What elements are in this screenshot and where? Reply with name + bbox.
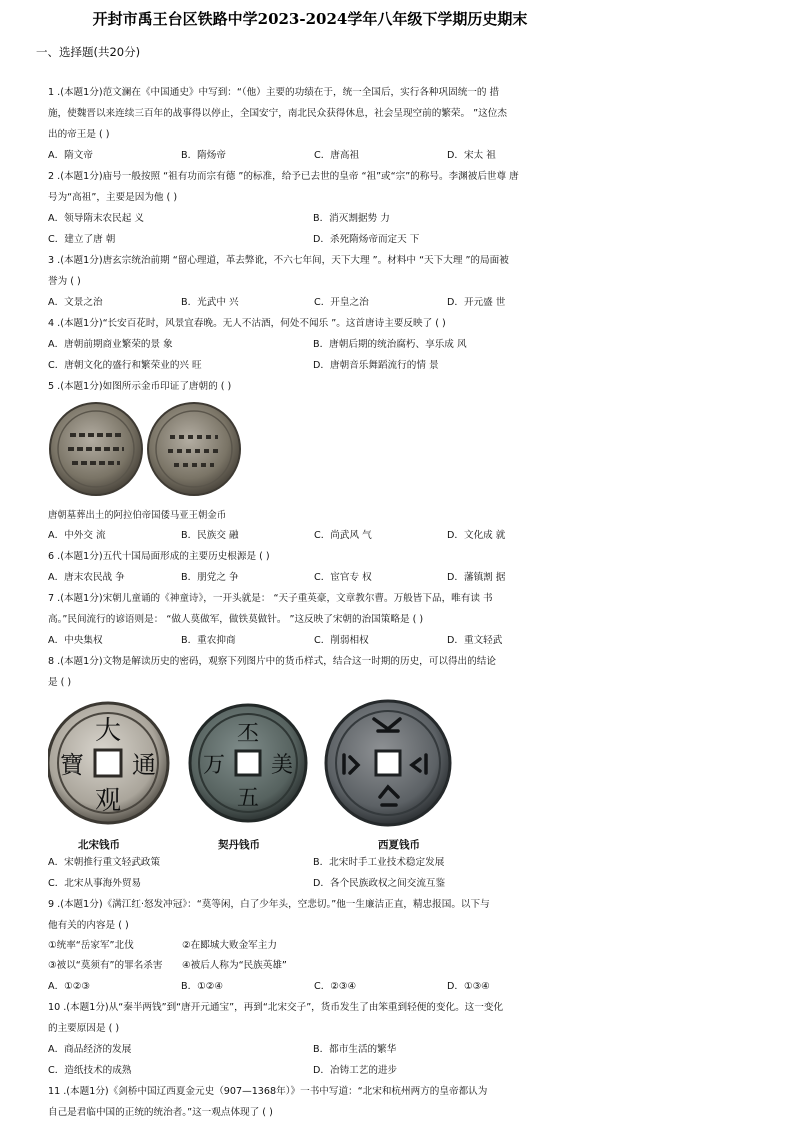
- section-heading: 一、选择题(共20分): [36, 45, 141, 59]
- option-b: B．北宋时手工业技术稳定发展: [313, 857, 445, 868]
- option-d: D．宋太 祖: [447, 150, 496, 161]
- coin-character: 观: [94, 786, 122, 816]
- option-b: B．重农抑商: [181, 635, 236, 646]
- coin-character: 通: [132, 751, 156, 779]
- question-text: 是 ( ): [48, 677, 72, 688]
- coin-character: 丕: [236, 722, 260, 747]
- option-a: A．宋朝推行重文轻武政策: [48, 857, 161, 868]
- question-text: 10 .(本题1分)从“秦半两钱”到“唐开元通宝”，再到“北宋交子”，货币发生了由笨重到轻便的变化。这一变化: [48, 1002, 504, 1013]
- question-3: [48, 250, 588, 313]
- coin-label: 北宋钱币: [78, 839, 120, 851]
- option-d: D．唐朝音乐舞蹈流行的情 景: [313, 360, 439, 371]
- option-a: A．领导隋末农民起 义: [48, 213, 144, 224]
- question-text: 出的帝王是 ( ): [48, 129, 110, 140]
- question-list: [48, 82, 588, 1123]
- coin-character: 大: [94, 716, 122, 746]
- question-text: 7 .(本题1分)宋朝儿童诵的《神童诗》，一开头就是： “天子重英豪，文章教尔曹。万般皆下品，唯有读 书: [48, 593, 493, 604]
- statement-3: ③被以“莫须有”的罪名杀害: [48, 960, 163, 971]
- question-text: 5 .(本题1分)如图所示金币印证了唐朝的 ( ): [48, 381, 232, 392]
- option-c: C．唐高祖: [314, 150, 360, 161]
- question-text: 6 .(本题1分)五代十国局面形成的主要历史根源是 ( ): [48, 551, 270, 562]
- western-xia-coin-icon: [326, 701, 450, 825]
- question-text: 3 .(本题1分)唐玄宗统治前期 “留心理道，革去弊讹，不六七年间，天下大理 ”。材料中 “天下大理 ”的局面被: [48, 255, 509, 266]
- option-a: A．唐末农民战 争: [48, 572, 125, 583]
- page-title: 开封市禹王台区铁路中学2023-2024学年八年级下学期历史期末: [92, 10, 528, 28]
- question-9: [48, 894, 588, 997]
- question-text: 誉为 ( ): [48, 276, 81, 287]
- coin-character: 万: [202, 753, 226, 778]
- question-text: 他有关的内容是 ( ): [48, 920, 129, 931]
- coin-obverse-icon: [50, 403, 142, 495]
- option-b: B．光武中 兴: [181, 297, 239, 308]
- option-a: A．中外交 流: [48, 530, 106, 541]
- option-d: D．文化成 就: [447, 530, 506, 541]
- question-text: 的主要原因是 ( ): [48, 1023, 120, 1034]
- question-text: 1 .(本题1分)范文澜在《中国通史》中写到：“（他）主要的功绩在于，统一全国后，实行各种巩固统一的 措: [48, 87, 500, 98]
- option-d: D．杀死隋炀帝而定天 下: [313, 234, 420, 245]
- option-c: C．唐朝文化的盛行和繁荣业的兴 旺: [48, 360, 202, 371]
- question-11: [48, 1081, 588, 1123]
- coin-character: 五: [236, 786, 260, 811]
- statement-1: ①统率“岳家军”北伐: [48, 940, 134, 951]
- option-b: B．①②④: [181, 981, 223, 992]
- option-c: C．开皇之治: [314, 297, 369, 308]
- option-c: C．建立了唐 朝: [48, 234, 116, 245]
- option-a: A．中央集权: [48, 635, 103, 646]
- option-a: A．商品经济的发展: [48, 1044, 132, 1055]
- question-text: 高。”民间流行的谚语则是： “做人莫做军，做铁莫做针。 ”这反映了宋朝的治国策略是 ( ): [48, 614, 424, 625]
- option-b: B．隋炀帝: [181, 150, 226, 161]
- option-d: D．重文轻武: [447, 635, 503, 646]
- option-a: A．唐朝前期商业繁荣的景 象: [48, 339, 173, 350]
- option-d: D．藩镇割 据: [447, 572, 506, 583]
- statement-2: ②在郾城大败金军主力: [182, 940, 277, 951]
- question-text: 4 .(本题1分)“长安百花时，风景宜春晚。无人不沽酒，何处不闻乐 ”。这首唐诗主要反映了 ( ): [48, 318, 446, 329]
- question-text: 11 .(本题1分)《剑桥中国辽西夏金元史（907—1368年）》一书中写道：“北宋和杭州两方的皇帝都认为: [48, 1086, 488, 1097]
- coin-character: 寶: [60, 751, 84, 779]
- coins-image: [48, 697, 588, 852]
- question-2: [48, 166, 588, 250]
- option-a: A．文景之治: [48, 297, 103, 308]
- option-c: C．尚武风 气: [314, 530, 372, 541]
- option-c: C．北宋从事海外贸易: [48, 878, 142, 889]
- question-4: [48, 313, 588, 376]
- option-c: C．造纸技术的成熟: [48, 1065, 132, 1076]
- question-text: 8 .(本题1分)文物是解读历史的密码，观察下列图片中的货币样式，结合这一时期的历史，可以得出的结论: [48, 656, 496, 667]
- option-d: D．开元盛 世: [447, 297, 506, 308]
- khitan-coin-icon: [190, 705, 306, 821]
- option-b: B．民族交 融: [181, 530, 239, 541]
- question-6: [48, 546, 588, 588]
- question-text: 自己是君临中国的正统的统治者。”这一观点体现了 ( ): [48, 1107, 273, 1118]
- option-d: D．各个民族政权之间交流互鉴: [313, 878, 446, 889]
- option-c: C．宦官专 权: [314, 572, 372, 583]
- option-d: D．冶铸工艺的进步: [313, 1065, 398, 1076]
- question-text: 号为“高祖”，主要是因为他 ( ): [48, 192, 178, 203]
- northern-song-coin-icon: [48, 703, 168, 823]
- question-10: [48, 997, 588, 1081]
- question-text: 2 .(本题1分)庙号一般按照 “祖有功而宗有德 ”的标准，给予已去世的皇帝 “祖”或“宗”的称号。李渊被后世尊 唐: [48, 171, 519, 182]
- question-text: 9 .(本题1分)《满江红·怒发冲冠》：“莫等闲，白了少年头，空悲切。”他一生廉洁正直，精忠报国。以下与: [48, 899, 490, 910]
- statement-4: ④被后人称为“民族英雄”: [182, 960, 287, 971]
- question-1: [48, 82, 588, 166]
- option-b: B．都市生活的繁华: [313, 1044, 397, 1055]
- question-text: 施，使魏晋以来连续三百年的战事得以停止，全国安宁，南北民众获得休息，社会呈现空前的繁荣。 ”这位杰: [48, 108, 507, 119]
- coin-reverse-icon: [148, 403, 240, 495]
- option-c: C．削弱相权: [314, 635, 369, 646]
- coin-character: 美: [270, 753, 294, 778]
- question-5: [48, 376, 588, 546]
- gold-coins-image: [48, 397, 588, 507]
- coin-label: 契丹钱币: [218, 839, 260, 851]
- coin-label: 西夏钱币: [378, 839, 420, 851]
- question-8: [48, 651, 588, 894]
- option-b: B．朋党之 争: [181, 572, 239, 583]
- option-b: B．消灭割据势 力: [313, 213, 390, 224]
- option-c: C．②③④: [314, 981, 357, 992]
- option-d: D．①③④: [447, 981, 490, 992]
- question-7: [48, 588, 588, 651]
- option-b: B．唐朝后期的统治腐朽、享乐成 风: [313, 339, 467, 350]
- option-a: A．①②③: [48, 981, 90, 992]
- option-a: A．隋文帝: [48, 150, 93, 161]
- image-caption: 唐朝墓葬出土的阿拉伯帝国倭马亚王朝金币: [48, 510, 227, 521]
